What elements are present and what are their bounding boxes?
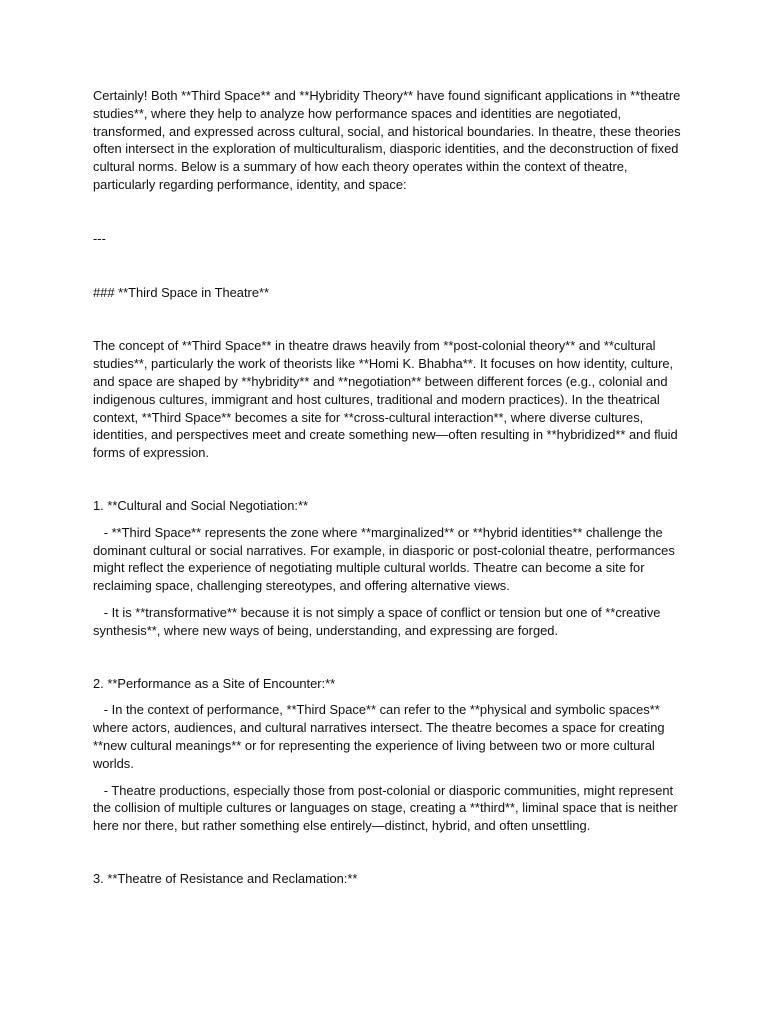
document-body — [93, 87, 683, 888]
spacer — [93, 462, 683, 497]
separator-line: --- — [93, 230, 106, 246]
spacer — [93, 595, 683, 604]
item-title-3: 3. **Theatre of Resistance and Reclamation:** — [93, 870, 358, 886]
spacer — [93, 773, 683, 782]
spacer — [93, 835, 683, 870]
item-title-1: 1. **Cultural and Social Negotiation:** — [93, 497, 308, 513]
spacer — [93, 515, 683, 524]
spacer — [93, 692, 683, 701]
item-title-2: 2. **Performance as a Site of Encounter:** — [93, 675, 336, 691]
item-1-bullet-1: - **Third Space** represents the zone where **marginalized** or **hybrid identities** challenge the dominant cultural or social narratives. For example, in diasporic or post-colonial theatre, performances might reflect the experience of negotiating multiple cultural worlds. Theatre can become a site for reclaiming space, challenging stereotypes, and offering alternative views. — [93, 524, 679, 594]
item-1-bullet-2: - It is **transformative** because it is not simply a space of conflict or tension but one of **creative synthesis**, where new ways of being, understanding, and expressing are forged. — [93, 604, 665, 638]
concept-paragraph: The concept of **Third Space** in theatre draws heavily from **post-colonial theory** and **cultural studies**, particularly the work of theorists like **Homi K. Bhabha**. It focuses on how identity, culture, and space are shaped by **hybridity** and **negotiation** between different forces (e.g., colonial and indigenous cultures, immigrant and host cultures, traditional and modern practices). In the theatrical context, **Third Space** becomes a site for **cross-cultural interaction**, where diverse cultures, identities, and perspectives meet and create something new—often resulting in **hybridized** and fluid forms of expression. — [93, 338, 682, 461]
intro-paragraph: Certainly! Both **Third Space** and **Hybridity Theory** have found significant applications in **theatre studies**, where they help to analyze how performance spaces and identities are negotiated, transformed, and expressed across cultural, social, and historical boundaries. In theatre, these theories often intersect in the exploration of multiculturalism, diasporic identities, and the deconstruction of fixed cultural norms. Below is a summary of how each theory operates within the context of theatre, particularly regarding performance, identity, and space: — [93, 88, 685, 192]
section-heading: ### **Third Space in Theatre** — [93, 284, 270, 300]
spacer — [93, 640, 683, 675]
spacer — [93, 194, 683, 230]
spacer — [93, 248, 683, 284]
item-2-bullet-2: - Theatre productions, especially those from post-colonial or diasporic communities, might represent the collision of multiple cultures or languages on stage, creating a **third**, liminal space that is neither here nor there, but rather something else entirely—distinct, hybrid, and often unsettling. — [93, 782, 682, 834]
spacer — [93, 301, 683, 337]
item-2-bullet-1: - In the context of performance, **Third Space** can refer to the **physical and symbolic spaces** where actors, audiences, and cultural narratives intersect. The theatre becomes a space for creating **new cultural meanings** or for representing the experience of living between two or more cultural worlds. — [93, 702, 669, 771]
